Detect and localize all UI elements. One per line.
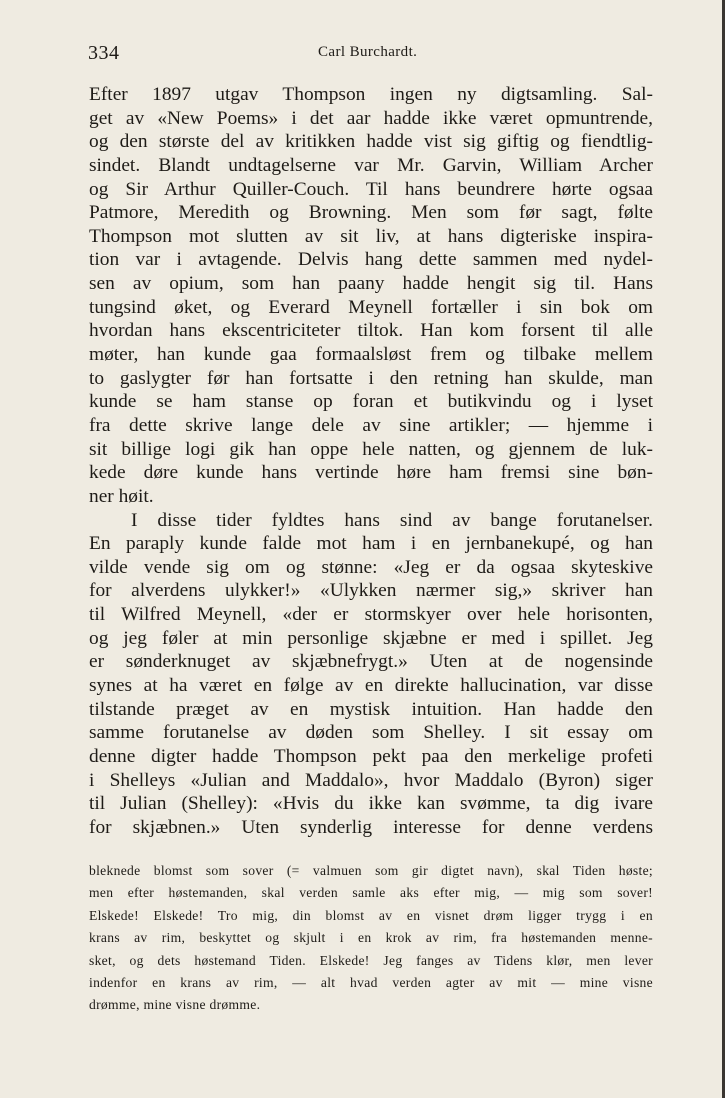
text-line: sindet. Blandt undtagelserne var Mr. Garvin, William Archer <box>89 154 653 176</box>
text-line: Efter 1897 utgav Thompson ingen ny digtsamling. Sal- <box>89 84 653 105</box>
footnote <box>89 860 653 1017</box>
footnote-line: indenfor en krans av rim, — alt hvad verden agter av mit — mine visne <box>89 974 653 990</box>
text-line: get av «New Poems» i det aar hadde ikke været opmuntrende, <box>89 107 653 129</box>
text-line: samme forutanelse av døden som Shelley. I sit essay om <box>89 722 653 744</box>
text-line: for skjæbnen.» Uten synderlig interesse for denne verdens <box>89 816 653 838</box>
text-line: og jeg føler at min personlige skjæbne er med i spillet. Jeg <box>89 627 653 649</box>
text-line: er sønderknuget av skjæbnefrygt.» Uten at de nogensinde <box>89 651 653 673</box>
paragraph-start-line: I disse tider fyldtes hans sind av bange forutanelser. <box>131 509 653 531</box>
text-line: to gaslygter før han fortsatte i den retning han skulde, man <box>89 367 653 389</box>
text-line: kunde se ham stanse op foran et butikvindu og i lyset <box>89 391 653 413</box>
running-head: Carl Burchardt. <box>318 44 418 60</box>
text-line: denne digter hadde Thompson pekt paa den merkelige profeti <box>89 745 653 767</box>
main-text <box>89 83 653 840</box>
text-line: møter, han kunde gaa formaalsløst frem og tilbake mellem <box>89 344 653 366</box>
text-line: En paraply kunde falde mot ham i en jernbanekupé, og han <box>89 533 653 555</box>
text-line: tungsind øket, og Everard Meynell fortæller i sin bok om <box>89 296 653 318</box>
text-line: kede døre kunde hans vertinde høre ham fremsi sine bøn- <box>89 462 653 484</box>
text-line: for alverdens ulykker!» «Ulykken nærmer sig,» skriver han <box>89 580 653 602</box>
page-number: 334 <box>88 42 120 64</box>
text-line: i Shelleys «Julian and Maddalo», hvor Maddalo (Byron) siger <box>89 769 653 791</box>
text-line: tion var i avtagende. Delvis hang dette sammen med nydel- <box>89 249 653 271</box>
footnote-line: krans av rim, beskyttet og skjult i en krok av rim, fra høstemanden menne- <box>89 930 653 946</box>
text-line: og den største del av kritikken hadde vist sig giftig og fiendtlig- <box>89 131 653 153</box>
text-line: Thompson mot slutten av sit liv, at hans digteriske inspira- <box>89 225 653 247</box>
text-line: sen av opium, som han paany hadde hengit sig til. Hans <box>89 273 653 295</box>
text-line: vilde vende sig om og stønne: «Jeg er da ogsaa skyteskive <box>89 556 653 578</box>
text-line: hvordan hans ekscentriciteter tiltok. Han kom forsent til alle <box>89 320 653 342</box>
text-line: ner høit. <box>89 485 154 507</box>
footnote-line: Elskede! Elskede! Tro mig, din blomst av en visnet drøm ligger trygg i en <box>89 907 653 923</box>
text-line: og Sir Arthur Quiller-Couch. Til hans beundrere hørte ogsaa <box>89 178 653 200</box>
footnote-line: drømme, mine visne drømme. <box>89 997 261 1013</box>
text-line: tilstande præget av en mystisk intuition. Han hadde den <box>89 698 653 720</box>
text-line: til Julian (Shelley): «Hvis du ikke kan svømme, ta dig ivare <box>89 793 653 815</box>
text-line: sit billige logi gik han oppe hele natten, og gjennem de luk- <box>89 438 653 460</box>
footnote-line: men efter høstemanden, skal verden samle aks efter mig, — mig som sover! <box>89 885 653 901</box>
text-line: fra dette skrive lange dele av sine artikler; — hjemme i <box>89 414 653 436</box>
text-line: Patmore, Meredith og Browning. Men som før sagt, følte <box>89 202 653 224</box>
text-line: til Wilfred Meynell, «der er stormskyer over hele horisonten, <box>89 604 653 626</box>
text-line: synes at ha været en følge av en direkte hallucination, var disse <box>89 675 653 697</box>
footnote-line: bleknede blomst som sover (= valmuen som gir digtet navn), skal Tiden høste; <box>89 863 653 878</box>
footnote-line: sket, og dets høstemand Tiden. Elskede! Jeg fanges av Tidens klør, men lever <box>89 952 653 968</box>
